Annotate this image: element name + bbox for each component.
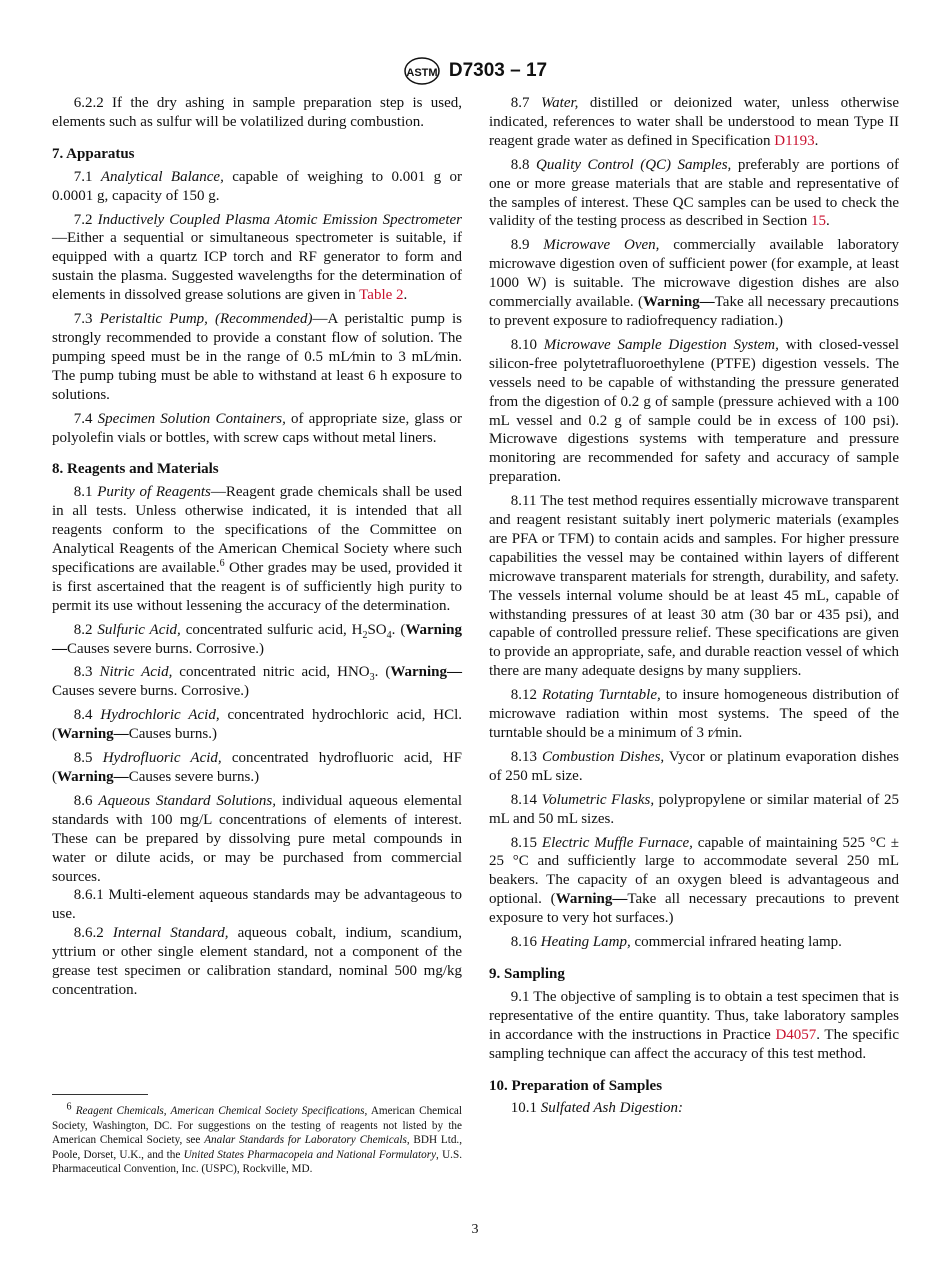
text-run: to insure homogeneous distribution of microwave radiation within most systems. The speed of the turntable should be a minimum of 3 r⁄min. bbox=[489, 687, 900, 741]
paragraph bbox=[489, 933, 899, 952]
text-run: 8. Reagents and Materials bbox=[52, 461, 219, 478]
text-run: . ( bbox=[374, 664, 391, 681]
text-run: 7.2 bbox=[73, 211, 98, 228]
text-run: Causes severe burns.) bbox=[128, 769, 260, 785]
right-column bbox=[489, 94, 899, 1123]
bold-warning: Warning— bbox=[642, 294, 715, 311]
section-heading bbox=[489, 965, 899, 984]
italic-term: Sulfuric Acid, bbox=[97, 621, 181, 638]
paragraph bbox=[52, 410, 462, 448]
italic-term: Aqueous Standard Solutions, bbox=[98, 792, 276, 809]
italic-term: Rotating Turntable, bbox=[542, 687, 661, 704]
text-run: 8.12 bbox=[510, 687, 542, 704]
text-run: —A peristaltic pump is strongly recommended to provide a constant flow of solution. The pumping speed must be in the range of 0.5 mL⁄min to 3 mL⁄min. The pump tubing must be able to withstand at least 6 h exposure to solutions. bbox=[52, 311, 463, 403]
paragraph bbox=[52, 663, 462, 701]
paragraph bbox=[52, 621, 462, 659]
paragraph bbox=[52, 310, 462, 405]
text-run: —Reagent grade chemicals shall be used in all tests. Unless otherwise indicated, it is intended that all reagents conform to the specifications of the Committee on Analytical Reagents of the American Chemical Society where such specifications are available. bbox=[52, 484, 462, 576]
supscript: 6 bbox=[219, 557, 225, 569]
italic-term: Heating Lamp, bbox=[540, 934, 631, 951]
section-heading bbox=[52, 460, 462, 479]
paragraph bbox=[489, 236, 899, 331]
text-run: 8.5 bbox=[73, 750, 103, 767]
text-run: 8.15 bbox=[510, 834, 542, 851]
cross-reference-link[interactable]: D1193 bbox=[774, 132, 815, 149]
italic-term: Reagent Chemicals, American Chemical Society Specifications bbox=[75, 1105, 365, 1117]
text-run: commercial infrared heating lamp. bbox=[630, 934, 842, 951]
text-run: capable of weighing to 0.001 g or 0.0001 g, capacity of 150 g. bbox=[52, 168, 463, 204]
subscript: 4 bbox=[386, 629, 392, 641]
text-run: 8.13 bbox=[510, 748, 543, 765]
italic-term: Quality Control (QC) Samples, bbox=[536, 156, 732, 173]
italic-term: Inductively Coupled Plasma Atomic Emission Spectrometer bbox=[97, 211, 463, 228]
italic-term: Hydrofluoric Acid, bbox=[102, 750, 222, 767]
text-run: —Either a sequential or simultaneous spectrometer is suitable, if equipped with a quartz ICP torch and RF generator to form and sustain the plasma. Suggested wavelengths for the determination of elements in dissolved grease solutions are given in bbox=[52, 230, 462, 304]
text-run: 8.2 bbox=[73, 621, 98, 638]
italic-term: Peristaltic Pump, (Recommended) bbox=[99, 311, 313, 328]
paragraph bbox=[489, 834, 899, 929]
text-run: of appropriate size, glass or polyolefin vials or bottles, with screw caps without metal liners. bbox=[52, 410, 463, 446]
left-column bbox=[52, 94, 462, 1005]
footnote-divider bbox=[52, 1094, 148, 1095]
italic-term: Nitric Acid, bbox=[99, 664, 173, 681]
paragraph bbox=[489, 748, 899, 786]
text-run: preferably are portions of one or more grease materials that are stable and representative of the samples of interest. These QC samples can be used to check the validity of the testing process as described in Section bbox=[489, 156, 899, 230]
paragraph bbox=[489, 686, 899, 743]
text-run: 8.1 bbox=[73, 484, 98, 501]
text-run: distilled or deionized water, unless otherwise indicated, references to water shall be understood to mean Type II reagent grade water as defined in Specification bbox=[489, 95, 899, 149]
text-run: . bbox=[403, 287, 408, 304]
paragraph bbox=[489, 336, 899, 487]
italic-term: Sulfated Ash Digestion: bbox=[540, 1100, 683, 1117]
text-run: , U.S. Pharmaceutical Convention, Inc. (USPC), Rockville, MD. bbox=[52, 1148, 462, 1176]
text-run: . ( bbox=[391, 621, 406, 638]
text-run: 8.3 bbox=[73, 664, 100, 681]
footnote bbox=[52, 1101, 463, 1177]
page-number: 3 bbox=[471, 1222, 479, 1237]
subscript: 3 bbox=[369, 672, 375, 684]
text-run: 8.7 bbox=[510, 95, 542, 111]
section-heading bbox=[52, 145, 462, 164]
paragraph bbox=[489, 94, 899, 151]
bold-warning: Warning— bbox=[390, 664, 462, 681]
text-run: 9. Sampling bbox=[489, 965, 565, 982]
footnote-6 bbox=[52, 1101, 463, 1177]
paragraph bbox=[52, 168, 462, 206]
text-run: concentrated hydrochloric acid, HCl. ( bbox=[52, 707, 463, 743]
section-heading bbox=[489, 1077, 899, 1096]
text-run: 7.4 bbox=[73, 410, 98, 427]
text-run: 7. Apparatus bbox=[52, 145, 135, 162]
text-run: Take all necessary precautions to prevent exposure to radiofrequency radiation.) bbox=[489, 294, 899, 329]
text-run: concentrated nitric acid, HNO bbox=[172, 664, 370, 681]
italic-term: Volumetric Flasks, bbox=[541, 791, 655, 808]
italic-term: Analytical Balance, bbox=[100, 168, 224, 185]
paragraph bbox=[52, 749, 462, 787]
text-run: 8.9 bbox=[510, 237, 544, 254]
italic-term: Purity of Reagents bbox=[97, 484, 211, 501]
text-run: 7.1 bbox=[73, 168, 101, 185]
paragraph bbox=[52, 706, 462, 744]
bold-warning: Warning— bbox=[555, 891, 628, 908]
paragraph bbox=[52, 211, 462, 306]
paragraph bbox=[52, 792, 462, 887]
paragraph bbox=[52, 924, 462, 1000]
italic-term: Analar Standards for Laboratory Chemicals bbox=[204, 1134, 407, 1147]
italic-term: Microwave Oven, bbox=[543, 237, 660, 254]
text-run: capable of maintaining 525 °C ± 25 °C and sufficiently large to accommodate several 250 mL beakers. The capacity of an oxygen bleed is advantageous and optional. ( bbox=[489, 834, 899, 908]
text-run: Other grades may be used, provided it is first ascertained that the reagent is of sufficiently high purity to permit its use without lessening the accuracy of the determination. bbox=[52, 559, 462, 614]
text-run: . bbox=[814, 132, 819, 149]
bold-warning: Warning— bbox=[57, 726, 129, 743]
text-run: SO bbox=[367, 621, 387, 638]
astm-logo-icon bbox=[403, 56, 441, 86]
text-run: concentrated hydrofluoric acid, HF ( bbox=[52, 750, 462, 785]
text-run: Causes severe burns. Corrosive.) bbox=[52, 683, 250, 700]
document-designation: D7303 – 17 bbox=[448, 60, 548, 81]
text-run: 8.6.1 Multi-element aqueous standards may be advantageous to use. bbox=[52, 887, 462, 923]
paragraph bbox=[489, 492, 899, 681]
text-run: individual aqueous elemental standards with 100 mg/L concentrations of elements of interest. These can be prepared by dissolving pure metal compounds in water or dilute acids, or may be purchased from commercial sources. bbox=[52, 792, 463, 885]
text-run: 8.8 bbox=[510, 156, 537, 173]
text-run: Vycor or platinum evaporation dishes of 250 mL size. bbox=[489, 748, 899, 784]
italic-term: Electric Muffle Furnace, bbox=[541, 834, 693, 851]
italic-term: Internal Standard, bbox=[112, 925, 229, 942]
text-run: , American Chemical Society, Washington, DC. For suggestions on the testing of reagents not listed by the American Chemical Society, see bbox=[52, 1105, 462, 1147]
italic-term: Water, bbox=[541, 95, 579, 111]
italic-term: Microwave Sample Digestion System, bbox=[543, 336, 779, 353]
text-run: commercially available laboratory microwave digestion oven of sufficient power (for example, at least 1000 W) is suitable. The microwave digestion dishes are also commercially available. ( bbox=[489, 237, 899, 311]
text-run: Causes burns.) bbox=[128, 726, 218, 743]
text-run: 8.6 bbox=[73, 792, 99, 809]
cross-reference-link[interactable]: D4057 bbox=[775, 1026, 817, 1043]
text-run: Take all necessary precautions to prevent exposure to very hot surfaces.) bbox=[489, 891, 899, 927]
paragraph bbox=[52, 94, 462, 132]
text-run: 10. Preparation of Samples bbox=[489, 1077, 663, 1094]
text-run: 10.1 bbox=[510, 1100, 541, 1117]
text-run: 8.10 bbox=[510, 336, 544, 353]
cross-reference-link[interactable]: Table 2 bbox=[359, 287, 404, 304]
text-run: with closed-vessel silicon-free polytetrafluoroethylene (PTFE) digestion vessels. The vessels need to be capable of withstanding the pressure generated from the digestion of 0.2 g of sample (pressure achieved with a 100 mL vessel and 0.2 g of sample could be in excess of 100 psi). Microwave digestions systems with temperature and pressure monitoring are recommended for safety and accuracy of sample preparation. bbox=[489, 336, 900, 486]
bold-warning: Warning— bbox=[57, 769, 129, 785]
svg-text:ASTM: ASTM bbox=[406, 67, 438, 79]
paragraph bbox=[489, 791, 899, 829]
bold-warning: Warning— bbox=[52, 621, 463, 657]
italic-term: Specimen Solution Containers, bbox=[97, 410, 286, 427]
paragraph bbox=[489, 156, 899, 232]
paragraph bbox=[489, 1099, 899, 1118]
text-run: 8.6.2 bbox=[73, 925, 113, 942]
text-run: Causes severe burns. Corrosive.) bbox=[67, 640, 265, 657]
supscript: 6 bbox=[66, 1101, 72, 1113]
text-run: 7.3 bbox=[73, 311, 100, 328]
cross-reference-link[interactable]: 15 bbox=[811, 213, 827, 230]
text-run: 8.16 bbox=[510, 934, 541, 951]
text-run: concentrated sulfuric acid, H bbox=[180, 621, 363, 638]
text-run: 9.1 The objective of sampling is to obtain a test specimen that is representative of the entire quantity. Thus, take laboratory samples in accordance with the instructions in Practice bbox=[489, 988, 899, 1043]
text-run: 8.11 The test method requires essentially microwave transparent and reagent resistant suitably inert polymeric materials (examples are PFA or TFM) to contain acids and samples. For higher pressure capabilities the vessel may be contained within layers of different microwave transparent materials for strength, durability, and safety. The vessels internal volume should be at least 45 mL, capable of withstanding pressures of at least 30 atm (30 bar or 435 psi), and capable of controlled pressure relief. These specifications are given to provide an appropriate, safe, and durable reaction vessel of which there are many adequate designs by many suppliers. bbox=[489, 493, 899, 680]
text-run: 6.2.2 If the dry ashing in sample preparation step is used, elements such as sulfur will be volatilized during combustion. bbox=[52, 95, 462, 130]
text-run: polypropylene or similar material of 25 mL and 50 mL sizes. bbox=[489, 791, 900, 827]
italic-term: Combustion Dishes, bbox=[542, 748, 665, 765]
paragraph bbox=[52, 886, 462, 924]
text-run: , BDH Ltd., Poole, Dorset, U.K., and the bbox=[52, 1134, 463, 1161]
text-run: . The specific sampling technique can affect the accuracy of this test method. bbox=[489, 1026, 899, 1062]
subscript: 2 bbox=[362, 629, 368, 641]
italic-term: Hydrochloric Acid, bbox=[100, 707, 220, 724]
italic-term: United States Pharmacopeia and National Formulatory bbox=[183, 1148, 437, 1161]
page-header bbox=[0, 56, 950, 86]
text-run: aqueous cobalt, indium, scandium, yttrium or other single element standard, not a component of the grease test specimen or calibration standard, nominal 500 mg/kg concentration. bbox=[52, 925, 463, 998]
text-run: 8.4 bbox=[73, 707, 101, 724]
text-run: . bbox=[826, 213, 830, 230]
paragraph bbox=[489, 988, 899, 1064]
paragraph bbox=[52, 483, 462, 615]
text-run: 8.14 bbox=[510, 791, 542, 808]
